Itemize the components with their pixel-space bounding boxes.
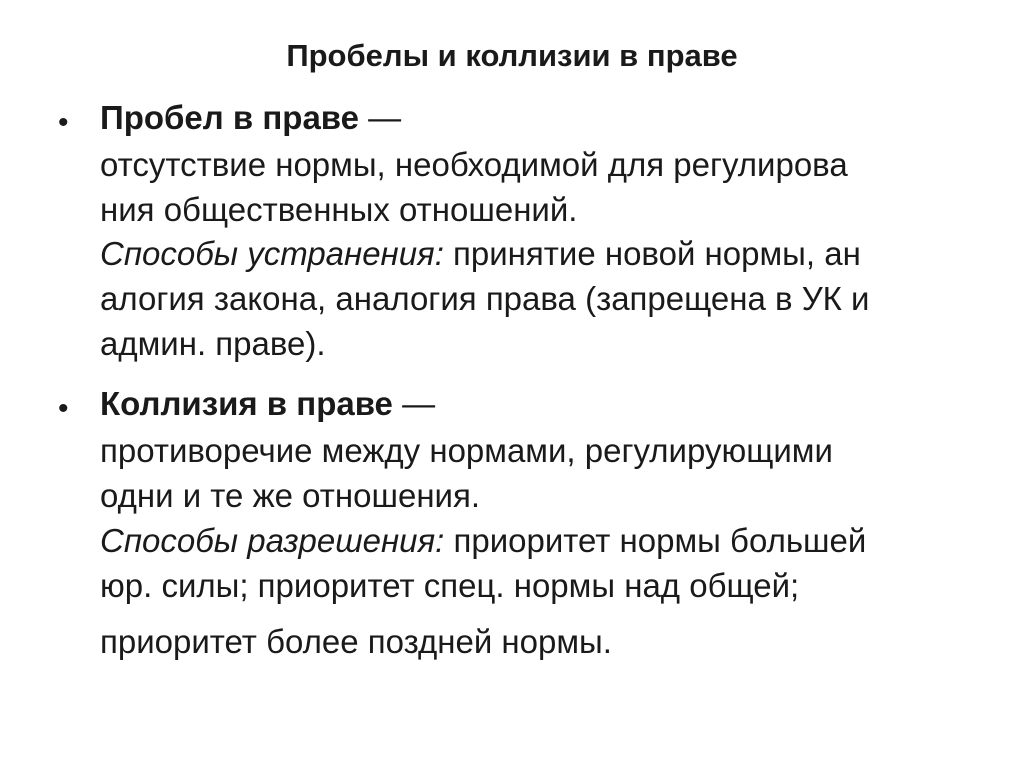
gap-definition-line-1: отсутствие нормы, необходимой для регулирова (100, 146, 848, 183)
bullet-marker-gap: • (58, 106, 69, 139)
collision-methods-line-1 (100, 521, 866, 561)
collision-methods-line-3: приоритет более поздней нормы. (100, 623, 612, 660)
gap-heading-line (100, 98, 401, 138)
slide-title: Пробелы и коллизии в праве (286, 38, 738, 73)
gap-dash: — (359, 99, 402, 136)
gap-methods-text: принятие новой нормы, ан (443, 235, 861, 272)
bullet-marker-collision: • (58, 392, 69, 425)
collision-heading-line (100, 384, 435, 424)
collision-term: Коллизия в праве (100, 385, 393, 422)
gap-definition-line-2: ния общественных отношений. (100, 191, 578, 228)
gap-methods-line-2: алогия закона, аналогия права (запрещена в УК и (100, 280, 870, 317)
collision-methods-label: Способы разрешения: (100, 522, 445, 559)
collision-methods-text: приоритет нормы большей (444, 522, 867, 559)
collision-definition-line-1: противоречие между нормами, регулирующими (100, 432, 833, 469)
gap-methods-line-3: админ. праве). (100, 325, 326, 362)
gap-methods-line-1 (100, 234, 861, 274)
collision-methods-line-2: юр. силы; приоритет спец. нормы над общей; (100, 567, 800, 604)
collision-definition-line-2: одни и те же отношения. (100, 477, 481, 514)
gap-term: Пробел в праве (100, 99, 360, 136)
gap-methods-label: Способы устранения: (100, 235, 444, 272)
collision-dash: — (392, 385, 436, 422)
